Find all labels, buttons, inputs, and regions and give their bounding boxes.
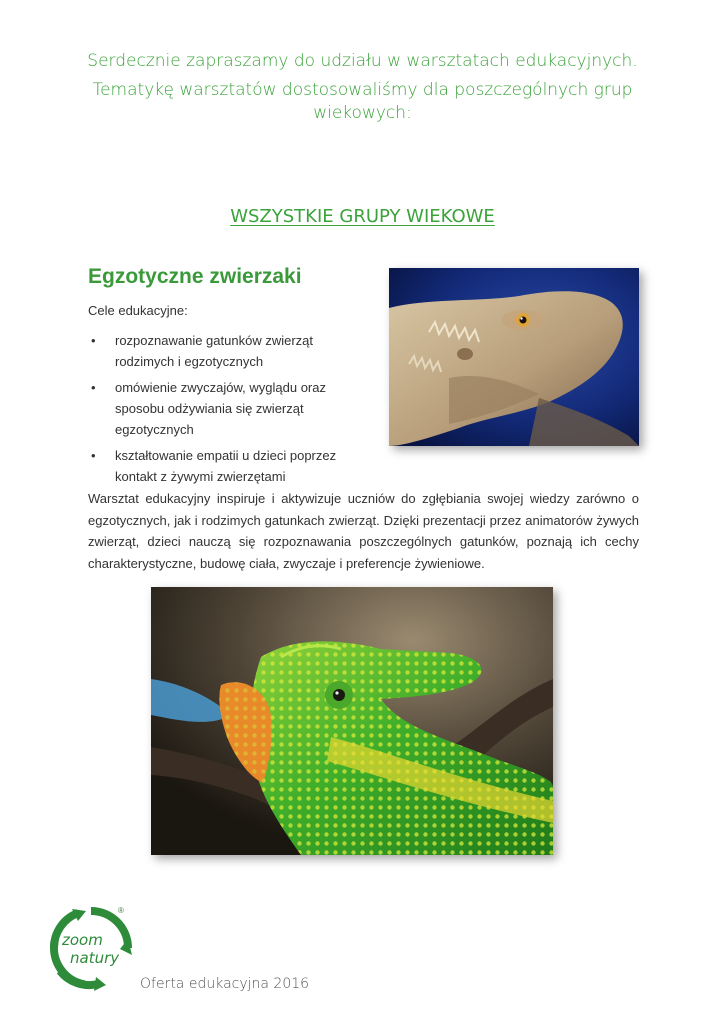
goal-text: kształtowanie empatii u dzieci poprzez kontakt z żywymi zwierzętami: [115, 448, 337, 484]
bearded-dragon-photo: [389, 268, 639, 446]
goals-list: [88, 330, 358, 492]
goal-text: omówienie zwyczajów, wyglądu oraz sposobu odżywiania się zwierząt egzotycznych: [115, 380, 326, 437]
logo-line-2: natury: [70, 949, 120, 967]
list-item: [88, 330, 358, 372]
list-item: [88, 377, 358, 440]
intro-line-2: Tematykę warsztatów dostosowaliśmy dla poszczególnych grup wiekowych:: [92, 80, 633, 123]
logo-line-1: zoom: [62, 931, 103, 949]
bullet-icon: •: [91, 380, 96, 395]
registered-mark: ®: [118, 906, 124, 915]
recycle-arrows-icon: [48, 905, 134, 991]
chameleon-photo: [151, 587, 553, 855]
footer-text: Oferta edukacyjna 2016: [140, 976, 310, 992]
bullet-icon: •: [91, 333, 96, 348]
zoom-natury-logo: [48, 905, 134, 991]
goal-text: rozpoznawanie gatunków zwierząt rodzimych i egzotycznych: [115, 333, 313, 369]
workshop-description: Warsztat edukacyjny inspiruje i aktywizuje uczniów do zgłębiania swojej wiedzy zarówno o egzotycznych, jak i rodzimych gatunkach zwierząt. Dzięki prezentacji przez animatorów żywych zwierząt, dzieci nauczą się rozpoznawania poszczególnych gatunków, poznają ich cechy charakterystyczne, budowę ciała, zwyczaje i preferencje żywieniowe.: [88, 491, 639, 571]
list-item: [88, 445, 358, 487]
intro-line-1: Serdecznie zapraszamy do udziału w warsztatach edukacyjnych.: [87, 51, 638, 71]
group-heading: WSZYSTKIE GRUPY WIEKOWE: [230, 206, 495, 227]
bullet-icon: •: [91, 448, 96, 463]
section-title: Egzotyczne zwierzaki: [88, 265, 302, 288]
intro-text: [60, 50, 665, 125]
goals-label: Cele edukacyjne:: [88, 303, 188, 318]
